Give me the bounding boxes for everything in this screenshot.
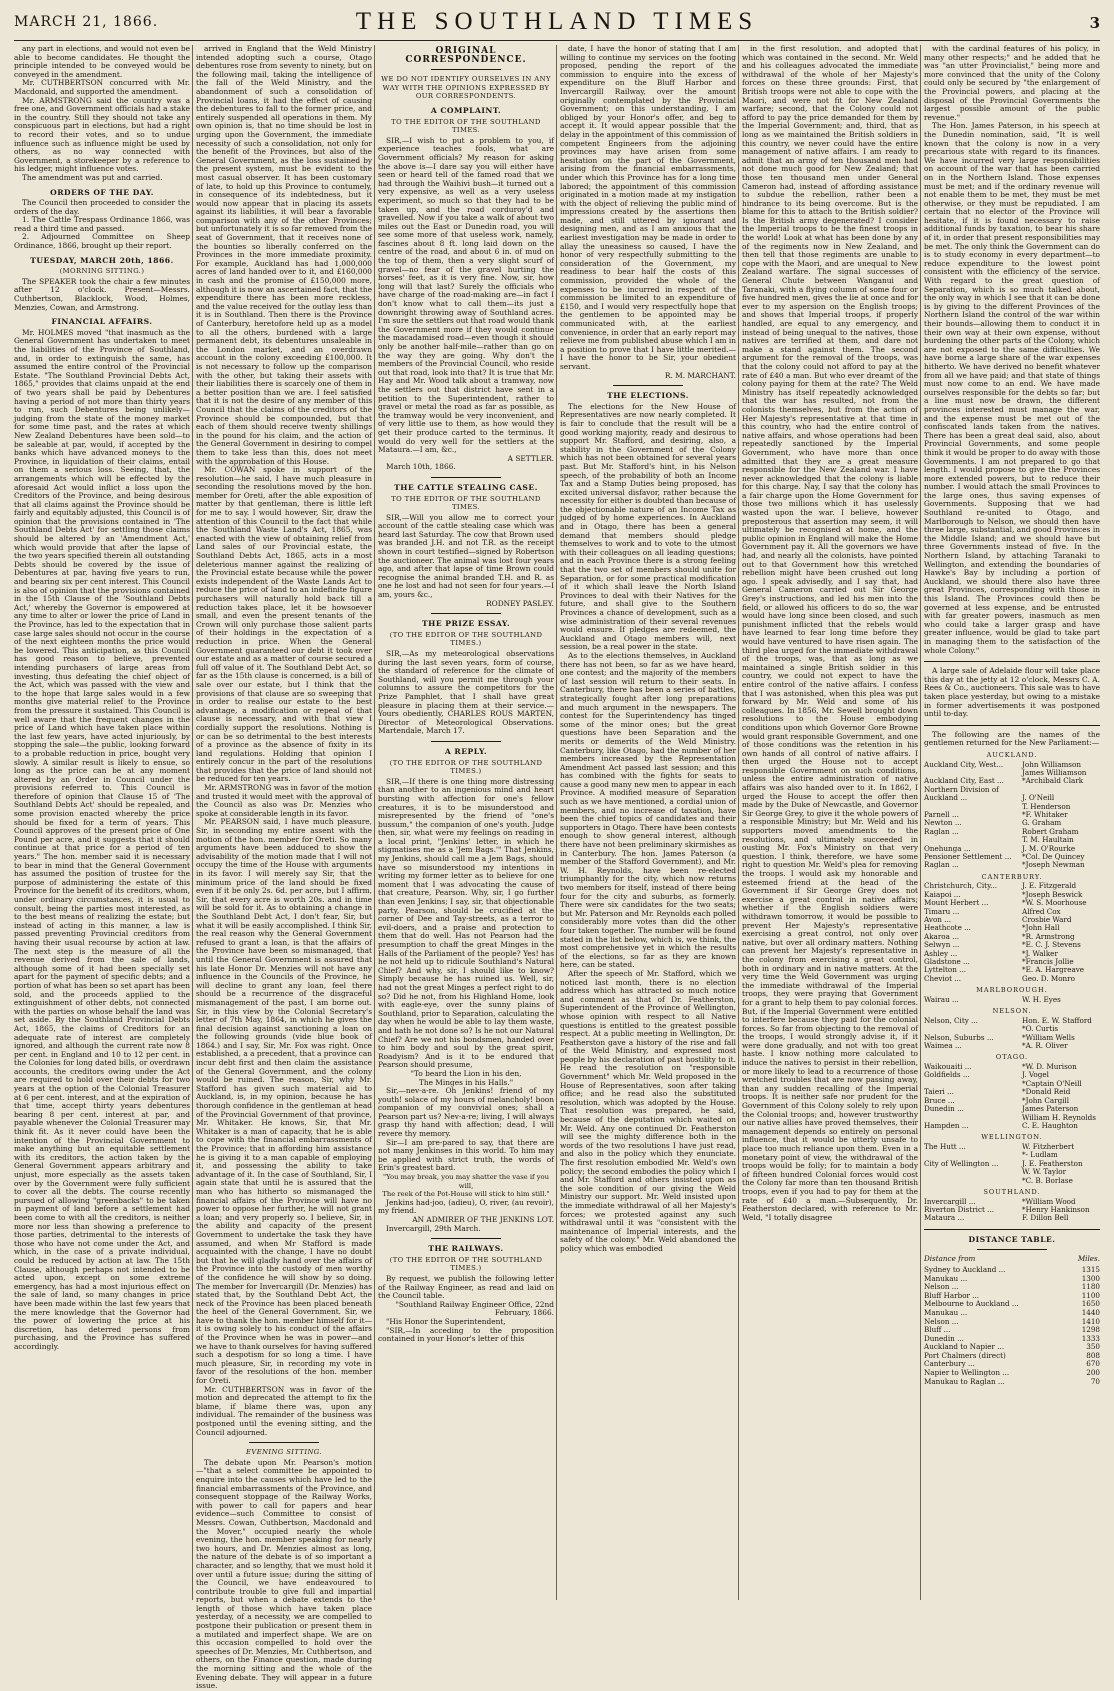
paragraph: The SPEAKER took the chair a few minutes after 12 o'clock. Present—Messrs. Cuthbertson, Blacklock, Wood, Holmes, Menzies, Cowan, and Armstrong.: [14, 276, 190, 312]
masthead-rule: [14, 40, 1100, 41]
distance-miles: 1300: [1081, 1273, 1100, 1283]
paragraph: The amendment was put and carried.: [22, 172, 163, 182]
member-name: Robert Graham: [1022, 826, 1079, 836]
subheading: (MORNING SITTING.): [59, 267, 145, 276]
separator-rule: [924, 725, 1100, 726]
separator-rule: [431, 69, 501, 70]
paragraph: Sir,—nev-a-re. Oh Jenkins! friend of my youth! solace of my hours of melancholy! boon companion of my convivial ones; shall a Pearson part us? Nev-a-re; living, I will always grasp thy hand with affection; dead, I will revere thy memory.: [378, 1086, 554, 1139]
distance-miles: 1440: [1081, 1307, 1100, 1317]
electorate-name: Avon ...: [924, 915, 952, 924]
member-name: *Henry Hankinson: [1022, 1204, 1090, 1214]
electorate-name: Waikouaiti ...: [924, 1062, 972, 1072]
letter-address: (TO THE EDITOR OF THE SOUTHLAND TIMES.): [389, 1255, 543, 1273]
member-name: W. H. Eyes: [1022, 994, 1061, 1004]
member-name: F. Dillon Bell: [1022, 1213, 1069, 1223]
paragraph: The following are the names of the gentlemen returned for the New Parliament:—: [924, 729, 1100, 748]
electorate-name: Heathcote ...: [924, 923, 971, 933]
page-number: 3: [1089, 14, 1100, 32]
electorate-name: [924, 1177, 1022, 1185]
paragraph: Mr. PEARSON said, I have much pleasure, Sir, in seconding my entire assent with the motion of the hon. member for Oreti. So many arguments have been adduced to show the advisability of the motion made that I will not occupy the time of the House with arguments in its favor. I will merely say Sir, that the minimum price of the land should be fixed even if it be only 2s. 6d. per acre, but I affirm, Sir, that every acre is worth 20s. and in time will be sold for it. As to obtaining a change in the Southland Debt Act, I don't fear, Sir, but what it will be easily accomplished. I think Sir, the real reason why the General Government refused to grant a loan, is that the affairs of the Province have been so mismanaged, that until the General Government is assured that his late Honor Dr. Menzies will not have any influence in the Councils of the Province, he will decline to grant any loan, feel there should be a recurrence of the disgraceful mismanagement of the past, I am borne out. Sir, in this view by the Colonial Secretary's letter of 7th May, 1864, in which he gives the final decision against sanctioning a loan on the following grounds (vide blue book of 1864.) and I say, Sir, Mr. Fox was right. Once established, a a precedent, that a province can incur debt first and then claim the assistance of the General Government, and the colony would be ruined. The reason, Sir, why Mr. Stafford has given such material aid to Auckland, is, in my opinion, because he has thorough confidence in the gentleman at head of the Provincial Government of that province, Mr. Whitaker. He knows, Sir, that Mr. Whitaker is a man of capacity, that he is able to cope with the financial embarrassments of the Province; that in affording him assistance he is giving it to a man capable of employing it, and possessing the ability to take advantage of it. In the case of Southland, Sir, I again state that until he is assured that the man who has hitherto so mismanaged the financial affairs of the Province will have no power to oppose her further, he will not grant a loan; and very properly so. I believe, Sir, in the ability and capacity of the present Government to undertake the task they have assumed, and when Mr Stafford is made acquainted with the change, I have no doubt but that he will gladly hand over the affairs of the Province into the custody of men worthy of the confidence he will show by so doing. The member for Invercargill (Dr. Menzies) has stated that, by the Southland Debt Act, the neck of the Province has been placed beneath the heel of the General Government. Sir, we have to thank the hon. member himself for it—it is owing solely to his conduct of the affairs of the Province when he was in power—and we have to thank ourselves for having suffered such a despotism for so long a time. I have much pleasure, Sir, in recording my vote in favor of the resolutions of the hon. member for Oreti.: [196, 817, 372, 1386]
distance-miles: 1100: [1081, 1290, 1100, 1300]
member-name: *Captain O'Neill: [1022, 1078, 1082, 1088]
electorate-name: Invercargill ...: [924, 1196, 976, 1206]
paragraph: Mr. COWAN spoke in support of the resolution—he said, I have much pleasure in seconding the resolutions moved by the hon. member for Oreti, after the able exposition of matter by that gentleman, there is little left for me to say. I would however, Sir, draw the attention of this Council to the fact that while the Southland Waste Land's Act, 1865, was enacted with the view of obtaining relief from Land sales of our Provincial estate, the Southland Debts Act, 1865, acts in a most deleterious manner against the realizing of the Provincial estate because while the power exists independent of the Waste Lands Act to reduce the price of land to an indefinite figure purchasers will naturally hold back till a reduction takes place, let it be howsoever small, and even the present tenants of the Crown will only purchase those salient parts of their holdings in the expectation of a reduction in price. When the General Government guaranteed our debt it took over our estate and as a matter of course secured a full off value of it. The Southland Debt Act, so far as the 15th clause is concerned, is a bill of sale over our estate, but I think that the provisions of that clause are so sweeping that in order to realise our estate to the best advantage, a modification or repeal of that clause is necessary, and with that view I cordially support the resolutions. Nothing is or can be so detrimental to the best interests of a province as the absence of fixity in its land regulations. Holding that opinion I entirely concur in the part of the resolutions that provides that the price of land should not be reduced for ten years.: [196, 465, 372, 784]
signature: RODNEY PASLEY.: [486, 598, 554, 608]
member-name: *C. B. Borlase: [1022, 1175, 1073, 1185]
paragraph: in the first resolution, and adopted that which was contained in the second. Mr. Weld and his colleagues advocated the immediate withdrawal of the whole of her Majesty's forces on these three grounds: First, that British troops were not able to cope with the Maori, and were not fit for New Zealand warfare; second, that the Colony could not afford to pay the price demanded for them by the Imperial Government; and, third, that as long as we maintained the British soldiers in this country, we never could have the entire management of native affairs. I am ready to admit that an army of ten thousand men had not done much good for New Zealand; that those ten thousand men under General Cameron had, instead of affording assistance to subdue the rebellion, rather been a hindrance to its being overcome. But is the blame for this to attach to the British soldier? Is the British army degenerated? I consider the Imperial troops to be the finest troops in the world! Look at what has been done by any of the regiments now in New Zealand, and then tell that those regiments are unable to cope with the Maori, and are unequal to New Zealand warfare. The signal successes of General Chute between Wanganui and Taranaki, with a flying column of some four or five hundred men, gives the lie at once and for ever to my aspersion on the English troops; and shows that Imperial troops, if properly handled, are equal to any emergency, and instead of being unequal to the natives, those natives are terrified at them, and dare not make a stand against them. The second argument for the removal of the troops, was that the colony could not afford to pay at the rate of £40 a man. But who ever dreamt of the colony paying for them at the rate? The Weld Ministry has itself repeatedly acknowledged that the war has resulted, not from the colonists themselves, but from the action of Her Majesty's representative at that time in this country, who had the entire control of native affairs, and whose operations had been repeatedly sanctioned by the Imperial Government, who have more than once admitted that they are a great measure responsible for the New Zealand war. I have never acknowledged that the colony is liable for this charge. Nay, I say that the colony has a fair charge upon the Home Government for those two millions which it has uselessly wasted upon the war. I believe, however preposterous that assertion may seem, it will ultimately be recognised at home, and the public opinion in England will make the Home Government pay it. All the governors we have had, and nearly all the colonists, have pointed out to that Government how this wretched rebellion might have been crushed out long ago. I speak advisedly, and I say that, had General Cameron carried out Sir George Grey's instructions, and led his men into the field, or allowed his officers to do so, the war would have long since been closed, and such punishment inflicted that the rebels would have learned to fear long time before they would have ventured to have risen again. The third plea urged for the immediate withdrawal of the troops, was, that as long as we maintained a single British soldier in this country, we could not expect to have the entire control of the native affairs. I confess that I was astonished, when this plea was put forward by Mr. Weld and some of his colleagues. In 1856, Mr. Sewell brought down resolutions to the House embodying conditions upon which Governor Gore Browne would grant responsible Government, and one of those conditions was the retention in his own hands of all control of native affairs. I then urged the House not to accept responsible Government on such conditions, unless the entire administration of native affairs was also handed over to it. In 1862, I urged the House to accept the offer then made by the Duke of Newcastle, and Governor Sir George Grey, to give it the whole powers of a responsible Ministry; but Mr. Weld and his supporters moved amendments to the resolutions, and ultimately succeeded in ousting Mr. Fox's Ministry on that very question. I think, therefore, we have some right to question Mr. Weld's plea for removing the troops. I would ask my honorable and esteemed friend at the head of the Government if Sir George Grey does not exercise a great control in native affairs; whether if the English soldiers were withdrawn tomorrow, it would be possible to prevent Her Majesty's representative exercising a great control, not only over native, but over all ordinary matters. Nothing can prevent her Majesty's representative in the colony from exercising a great control, both in ordinary and in native matters. At the very time the Weld Government was urging the immediate withdrawal of the Imperial troops, they were praying that Government for a grant to help them to pay colonial forces. But, if the Imperial Government were entitled to interfere because they paid for the colonial forces. So far from objecting to the removal of the troops, I would strongly advise it, if it were done gradually, and not with too great haste. I know nothing more calculated to induce the natives to persist in their rebellion, or more likely to lead to a recurrence of those wretched troubles that are now passing away, than any sudden recalling of the Imperial troops. It is neither safe nor prudent for the Government of this Colony solely to rely upon the Colonial troops; and, however trustworthy our native allies have proved themselves, their management depends so entirely on personal influence, that it would be utterly unsafe to place too much reliance upon them. Even in a monetary point of view, the withdrawal of the troops would be folly; for to maintain a body of fifteen hundred Colonial forces would cost the Colony far more than ten thousand British troops, even if you had to pay for them at the rate of £40 a man.—Subsequently, Dr. Featherston declared, with reference to Mr. Weld, "I totally disagree: [742, 44, 918, 1222]
electorate-name: Selwyn ...: [924, 940, 960, 950]
member-name: W. Fitzherbert: [1022, 1141, 1075, 1151]
member-name: J. E. Fitzgerald: [1022, 881, 1077, 891]
newspaper-title: THE SOUTHLAND TIMES: [355, 8, 759, 35]
notice: A large sale of Adelaide flour will take place this day at the jetty at 12 o'clock, Messrs C. A. Rees & Co., auctioneers. This sale was to have taken place yesterday, but owing to a mistake in former advertisements it was postponed until to-day.: [924, 666, 1100, 719]
paragraph: 1. The Cattle Trespass Ordinance 1866, was read a third time and passed.: [14, 215, 190, 233]
electorate-name: Akaroa ...: [924, 931, 960, 941]
paragraph: SIR,—I wish to put a problem to you, if experience teaches fools, what are Government officials? My reason for asking the above is—I dare say you will either have seen or heard tell of the famed road that we had through the Waihivi bush—it turned out a very expensive, as well as a very useless experiment, so much so that they had to be taken up, and the road corduroy'd and gravelled. Now if you take a walk of about two miles out the East or Dunedin road, you will see some more of that useless work, namely, fascines about 8 ft. long laid down on the centre of the road, and about 6 in. of mud on the top of them, then a very slight scurf of gravel—no fear of the gravel hurting the horses' feet, as it is very fine. Now, sir, how long will that last? Surely the officials who have charge of the road-making are—in fact I don't know what to call them—its just a downright throwing away of Southland acres. I'm sure the settlers out that road would thank the Government more if they would continue the macadamised road—even though it should only be another half-mile—rather than go on the way they are going. Why don't the members of the Provincial Council, who reside out that road, look into that? It is true that Mr. Hay and Mr. Wood talk about a tramway, now the settlers out that district have sent in a petition to the Superintendent, rather to gravel or metal the road as far as possible, as the tramway would be very inconvenient, and of very little use to them, as how would they get their produce carted to the terminus. It would do very well for the settlers at the Mataura.—I am, &c.,: [378, 135, 554, 455]
member-name: *John Hall: [1022, 923, 1060, 933]
member-row: [924, 1143, 1100, 1151]
member-name: J. Vogel: [1022, 1070, 1049, 1080]
distance-row: [924, 1378, 1100, 1387]
electorate-group-heading: NELSON.: [992, 1007, 1032, 1016]
paragraph: Mr. HOLMES moved "that inasmuch as the General Government has undertaken to meet the liabilities of the Province of Southland, and, in order to extinguish the same, has assumed the entire control of the Provincial Estate. "The Southland Provincial Debts Act, 1865," provides that claims unpaid at the end of two years shall be paid by Debentures having a period of not more than thirty years to run, such Debentures being unlikely—judging from the state of the money market for some time past, and the rates at which New Zealand Debentures have been sold—to be saleable at par, would, if accepted by the banks which have advanced moneys to the Province, in liquidation of their claims, entail on them a serious loss. Seeing, that, the arrangements which will be effected by the aforesaid Act would inflict a loss upon the Creditors of the Province, and being desirous that all claims against the Province should be fairly and equitably adjusted, this Council is of opinion that the provisions contained in 'The Southland Debts Act' for settling those claims should be altered by an 'Amendment Act,' which would provide that after the lapse of the two years specified therein all outstanding Debts should be covered by the issue of Debentures at par, having five years to run, and bearing six per cent interest. This Council is also of opinion that the provisions contained in the 15th Clause of the 'Southland Debts Act,' whereby the Governor is empowered at any time to alter or lower the price of Land in the Province, has led to the expectation that in case large sales should not occur in the course of the next eighteen months the price would be lowered. This anticipation, as this Council has good reason to believe, prevented intending purchasers of large areas from investing, thus defeating the chief object of the Act, which was passed with the view and to the hope that large sales would in a few months give material relief to the Province from the pressure it sustained. This Council is well aware that the frequent changes in the price of Land which have taken place within the last few years, have acted injuriously, by stopping the sale—the public, looking forward to a probable reduction in price, bought very slowly. A similar result is likely to ensue, so long as the price can be at any moment altered by an Order in Council under the provisions referred to. This Council is therefore of opinion that Clause 15 of 'The Southland Debts Act' should be repealed, and some provision enacted whereby the price should be fixed for a term of years. This Council approves of the present price of One Pound per acre, and it suggests that it should continue at that price for a period of ten years." The hon. member said it is necessary to bear in mind that the General Government has assumed the position of trustee for the purpose of administering the estate of this Province for the benefit of its creditors, whom, under ordinary circumstances, it is usual to consult, being the parties most interested, as to the best means of realizing the estate; but instead of acting in this manner, a law is passed preventing Provincial creditors from having their usual recourse by action at law. The next step is the measure of all the revenue derived from the sale of lands, although some of it had been specially set apart for the payment of specific debts; and a portion of what has been so set apart has been sold, and the proceeds applied to the extinguishment of other debts, not connected with the parties on whose behalf the land was set aside. By the Southland Provincial Debts Act, 1865, the claims of Creditors for an adequate rate of interest are completely ignored, and although the current rate now 8 per cent. in England and 10 to 12 per cent. in the Colonies for long dated bills, or overdrawn accounts, the creditors owing under the Act are required to hold over their debts for two years at the option of the Colonial Treasurer at 6 per cent. interest, and at the expiration of that time, accept thirty years debentures bearing 8 per cent. interest at par, and payable whenever the Colonial Treasurer may think fit. As it never could have been the intention of the Provincial Government to make anything but an equitable settlement with its creditors, the action taken by the General Government appears arbitrary and unjust, more especially as the assets taken over by the Government were fully sufficient to cover all the debts. The course recently pursued of allowing "greenbacks" to be taken in payment of land before a settlement had been come to with all the creditors, is neither more nor less than showing a preference to those parties, detrimental to the interests of those who have not come under the Act, and which, in the case of a private individual, could be reduced by action at law. The 15th Clause, although perhaps not intended to be acted upon, except on some extreme emergency, has had a most injurious effect on the sale of land, so many changes in price have been made within the last few years that the mere knowledge that the Governor had the power of lowering the price at his discretion, has deterred persons from purchasing, and the Province has suffered accordingly.: [14, 327, 190, 1351]
member-name: James Williamson: [1022, 767, 1087, 777]
column-3: [378, 45, 554, 1600]
separator-rule: [431, 741, 501, 742]
electorate-group-heading: WELLINGTON.: [981, 1133, 1043, 1142]
member-name: *- Ludlam: [1022, 1150, 1058, 1160]
electorate-name: Lyttelton ...: [924, 965, 967, 975]
electorate-name: Auckland City, West...: [924, 759, 1004, 769]
distance-miles: 808: [1086, 1350, 1100, 1360]
letter-heading: THE PRIZE ESSAY.: [422, 619, 510, 629]
column-divider: [192, 45, 193, 1600]
electorate-name: Hampden ...: [924, 1120, 969, 1130]
electorate-name: Parnell ...: [924, 809, 959, 819]
paragraph: After the speech of Mr. Stafford, which we noticed last month, there is no election address which has attracted so much notice and comment as that of Dr. Featherston, Superintendent of the Province of Wellington, whose opinion with respect to all Native questions is entitled to the greatest possible respect. At a public meeting in Wellington, Dr. Featherston gave a history of the rise and fall of the Weld Ministry, and expressed most people by his declaration of past hostility to it. He read the resolution on "responsible Government" which Mr. Weld proposed in the House of Representatives, soon after taking office; and he read also the substituted resolution, which was adopted by the House. That resolution was prepared, he said, because of the deputation which waited on Mr. Weld. Any one continued Dr. Featherston will see the mighty difference both in the words of the two resolutions I have just read, and also in the policy which they enunciate. The first resolution embodied Mr. Weld's own policy; the second embodies the policy which I and Mr. Stafford and others insisted upon as the sole condition of our giving the Weld Ministry our support. Mr. Weld insisted upon the immediate withdrawal of all her Majesty's forces; we protested against any such withdrawal until it was "consistent with the maintenance of Imperial interests, and the safety of the colony." Mr. Weld abandoned the policy which was embodied: [560, 968, 736, 1253]
member-name: T. Henderson: [1022, 801, 1071, 811]
signature: A SETTLER.: [507, 453, 554, 463]
signature: AN ADMIRER OF THE JENKINS LOT.: [412, 1215, 554, 1224]
distance-table-header: [924, 1255, 1100, 1264]
member-name: *E. C. J. Stevens: [1022, 940, 1081, 950]
electorate-name: Goldfields ...: [924, 1070, 970, 1080]
member-name: *W. D. Murison: [1022, 1062, 1077, 1072]
electorate-group-heading: SOUTHLAND.: [983, 1187, 1041, 1196]
electorate-name: Raglan ...: [924, 860, 959, 870]
distance-row: [924, 1318, 1100, 1327]
distance-route: Sydney to Auckland ...: [924, 1264, 1006, 1274]
electorate-name: Mount Herbert ...: [924, 898, 989, 908]
column-2: [196, 44, 372, 1691]
paragraph: The Hon. James Paterson, in his speech at the Dunedin nomination, said, "It is well known that the colony is now in a very precarious state with regard to its finances. We have incurred very large responsibilities on account of the war that has been carried on in the Northern Island. Those expenses must be met; and if the ordinary revenue will not enable them to be met, they must be met otherwise, or they must be repudiated. I am certain that no elector of the Province will hesitate, if it is found necessary to raise additional funds by taxation, to bear his share of it, in order that present responsibilities may be met. The only think the Government can do is to study economy in every department—to reduce expenditure to the lowest point consistent with the efficiency of the service. With regard to the great question of Separation, which is so much talked about, the only way in which I see that it can be done is by giving to the different Provinces of the Northern Island the control of the war within their bounds—allowing them to conduct it in their own way at their own expense, without burdening the other parts of the Colony, which are not exposed to the same difficulties. We have borne a large share of the war expenses hitherto. We have derived no benefit whatever from all we have paid; and that state of things must now come to an end. We have made ourselves responsible for the debts so far; but a line must now be drawn, the different provinces interested must manage the war, and the expense must be met out of the confiscated lands taken from the natives. There has been a great deal said, also, about Provincial Governments, and some people think it would be proper to do away with those Governments. I am not prepared to go that length. I would propose to give the Provinces more extended powers, but to reduce their number. I would attach the small Provinces to the large ones, thus saving expenses of Governments. Supposing that we had Southland re-united to Otago, and Marlborough to Nelson, we should then have three large, substantial, and good Provinces in the Middle Island; and we should have but three Governments instead of five. In the Northern Island, by attaching Taranaki to Wellington, and extending the boundaries of Hawke's Bay by including a portion of Auckland, we should there also have three great Provinces, corresponding with those in this Island. The Provinces could then be governed at less expense, and be entrusted with far greater powers, inasmuch as men who could take a larger grasp and have greater influence, would be glad to take part in managing them to the satisfaction of the whole Colony.": [924, 121, 1100, 655]
column-divider: [920, 45, 921, 1600]
verse-line: "You may break, you may shatter the vase if you will,: [382, 1173, 550, 1190]
electorate-group-heading: MARLBOROUGH.: [976, 986, 1048, 995]
section-heading: ORIGINAL CORRESPONDENCE.: [405, 46, 527, 65]
distance-table: [924, 1266, 1100, 1386]
issue-date: MARCH 21, 1866.: [14, 14, 159, 30]
distance-route: Canterbury ...: [924, 1359, 975, 1369]
column-6: [924, 45, 1100, 1600]
distance-route: Bluff Harbor ...: [924, 1290, 980, 1300]
member-name: *E. A. Hargreave: [1022, 965, 1085, 975]
paragraph: any part in elections, and would not even be able to become candidates. He thought the principle intended to be conveyed would be conveyed in the amendment.: [14, 44, 190, 79]
paragraph: As to the elections themselves, in Auckland there has not been, so far as we have heard, one contest; and the majority of the members of last session will return to their seats. In Canterbury, there has been a series of battles, strategically fought after long preparations and much argument in the newspapers. The contest for the Superintendency has tinged some of the minor ones; but the great questions have been Separation and the merits or demerits of the Weld Ministry. Canterbury, like Otago, had the number of her members increased by the Representation Amendment Act passed last session; and this has combined with the fights for seats to cause a good many new men to appear in each Province. A modified measure of Separation such as we have mentioned, a cordial union of members, and no increase of taxation, have been the chief topics of candidates and their supporters in Otago. There have been contests enough to show general interest, although there have not been preliminary skirmishes as in Canterbury. The hon. James Paterson (a member of the Stafford Government), and Mr. W. H. Reynolds, have been re-elected triumphantly for the city, which now returns two members for itself, instead of there being four for the city and suburbs, as formerly. There were six candidates for the two seats; but Mr. Paterson and Mr. Reynolds each polled considerably more votes than did the other four taken together. The number will be found stated in the list below, which is, we think, the most comprehensive yet in which the results of the elections, so far as they are known here, can be stated.: [560, 650, 736, 970]
distance-route: Nelson ...: [924, 1282, 959, 1292]
masthead: [14, 8, 1100, 38]
member-name: James Paterson: [1022, 1104, 1079, 1114]
paragraph: SIR,—As my meteorological observations during the last seven years, form of course, the standard of reference for the climate of Southland, will you permit me through your columns to assure the competitors for the Prize Pamphlet, that I shall have great pleasure in placing them at their service.—Yours obediently, CHARLES ROUS MARTEN, Director of Meteorological Observations. Martendale, March 17.: [378, 649, 554, 736]
distance-route: Manukau ...: [924, 1273, 968, 1283]
electorate-name: Auckland City, East ...: [924, 776, 1004, 786]
member-name: Alfred Cox: [1022, 906, 1061, 916]
electorate-name: Auckland ...: [924, 793, 968, 803]
distance-miles: 350: [1086, 1342, 1100, 1352]
distance-miles: 70: [1090, 1376, 1100, 1386]
disclaimer: WE DO NOT IDENTIFY OURSELVES IN ANY WAY WITH THE OPINIONS EXPRESSED BY OUR CORRESPONDENTS.: [381, 75, 551, 101]
distance-miles: 670: [1086, 1359, 1100, 1369]
paragraph: SIR,—Will you allow me to correct your account of the cattle stealing case which was heard last Saturday. The cow that Brown used was branded J.H. and not T.R. as the receipt shown in court testified—signed by Robertson the auctioneer. The animal was lost four years ago, and after that lapse of time Brown could recognise the animal branded T.H. and R. as one he lost and had not seen for four years.—I am, yours &c.,: [378, 512, 554, 600]
distance-miles: 1315: [1081, 1264, 1100, 1274]
distance-route: Melbourne to Auckland ...: [924, 1299, 1019, 1309]
electorate-group-heading: OTAGO.: [995, 1053, 1029, 1062]
distance-miles: 1333: [1081, 1333, 1100, 1343]
member-name: T. M. Haultain: [1022, 835, 1074, 845]
member-name: *Francis Jollie: [1022, 957, 1074, 967]
paragraph: with the cardinal features of his policy, in many other respects;" and he added that he was "an utter Provincialist," being more and more convinced that the unity of the Colony could only be secured by "the enlargement of the Provincial powers, and placing at the disposal of the Provincial Governments the largest possible amount of the public revenue.": [924, 44, 1100, 122]
paragraph: The elections for the New House of Representatives are now nearly completed. It is fair to conclude that the result will be a good working majority, ready and desirous to support Mr. Stafford, and desiring, also, a stability in the Government of the Colony which has not been obtained for several years past. But Mr. Stafford's hint, in his Nelson speech, of the probability of both an Income Tax and a Stamp Duties being proposed, has excited universal disfavor, rather because the necessity for either is doubted than because of the objectionable nature of an Income Tax as judged of by home experiences. In Auckland and in Otago, there has been a general demand that members should pledge themselves to work and to vote to the utmost with their colleagues on all leading questions; and in each Province there is a strong feeling that the two set of members should unite for Separation, or for some practical modification of it which shall leave the North Island Provinces to deal with their Natives for the future, and shall give to the Southern Provinces a chance of development, such as a wise administration of their several revenues would ensure. If pledges are redeemed, the Auckland and Otago members will, next session, be a real power in the state.: [560, 401, 736, 652]
distance-miles: 1650: [1081, 1299, 1100, 1309]
dateline: March 10th, 1866.: [386, 462, 456, 472]
member-row: [924, 1168, 1100, 1176]
paragraph: Sir—I am pre-pared to say, that there are not many Jenkinses in this world. To him may be applied with strict truth, the words of Erin's greatest bard.: [378, 1137, 554, 1173]
distance-miles: 200: [1086, 1368, 1100, 1378]
separator-rule: [977, 1249, 1047, 1250]
electorate-name: Northern Division of: [924, 784, 999, 794]
paragraph: "Southland Railway Engineer Office, 22nd February, 1866.: [395, 1299, 554, 1318]
distance-route: Manukau to Raglan ...: [924, 1376, 1005, 1386]
member-name: G. Graham: [1022, 818, 1062, 828]
separator-rule: [431, 613, 501, 614]
members-list: [924, 751, 1100, 1223]
separator-rule: [249, 1442, 319, 1443]
electorate-name: Newton ...: [924, 818, 962, 828]
paragraph: arrived in England that the Weld Ministry intended adopting such a course, Otago debentures rose from seventy to ninety, but on the following mail, taking the intelligence of the fall of the Weld Ministry, and the abandonment of such a consolidation of Provincial loans, it had the effect of causing the debentures to fall to the former price, and entirely suspended all operations in them. My own opinion is, that no time should be lost in urging upon the Government, the immediate necessity of such a consolidation, not only for the benefit of the Provinces, but also of the General Government, as the loss sustained by the present system, must be evident to the most casual observer. It has been customary of late, to hold up this Province to contumely, in consequence of its indebtedness, but it would now appear that in placing its assets against its liabilities, it will bear a favorable comparison with any of the other Provinces; but unfortunately it is so far removed from the seat of Government, that it receives none of the bounties so liberally conferred on the Provinces in the more immediate proximity. For example, Auckland has had 1,000,000 acres of land handed over to it, and £160,000 in cash and the promise of £150,000 more, although it is now an ascertained fact, that the expenditure there has been more reckless, and the value received for the outlay less than it is in Southland. Then there is the Province of Canterbury, heretofore held up as a model to all the others, burdened with a large permanent debt, its debentures unsaleable in the London market, and an overdrawn account in the colony exceeding £100,000. It is not necessary to follow up the comparison with the other, but taking their assets with their liabilities there is scarcely one of them in a better position than we are. I feel satisfied that it is not the desire of any member of this Council that the claims of the creditors of the Province should be compounded, but that each of them should receive twenty shillings in the pound for his claim, and the action of the General Government in desiring to compel them to take less than this, does not meet with the approbation of this House.: [196, 44, 372, 466]
distance-header-miles: Miles.: [1077, 1254, 1100, 1264]
electorate-name: Wairau ...: [924, 994, 959, 1004]
paragraph: 2. Adjourned Committee on Sheep Ordinance, 1866, brought up their report.: [14, 232, 190, 251]
column-4: [560, 45, 736, 1600]
electorate-group-heading: CANTERBURY.: [981, 872, 1043, 881]
member-name: J. O'Neill: [1022, 793, 1055, 803]
paragraph: Mr. ARMSTRONG said the country was a free one, and Government officials had a stake in the country. Still they should not take any conspicuous part in elections, but had a right to record their votes, and so to undue influence such as influence might be used by others, as no way connected with Government, a storekeeper by a reference to his ledger, might influence votes.: [14, 95, 190, 174]
distance-header-from: Distance from: [924, 1254, 976, 1264]
letter-address: (TO THE EDITOR OF THE SOUTHLAND TIMES.): [389, 630, 543, 648]
paragraph: date, I have the honor of stating that I am willing to continue my services on the footing proposed, pending the report of the commission to enquire into the excess of expenditure on the Bluff Harbor and Invercargill Railway, over the amount originally contemplated by the Provincial Government; on this understanding, I am obliged by your Honor's offer, and beg to accept it. It would appear possible that the delay in the appointment of this commission of competent Engineers from the adjoining provinces may have arisen from some hesitation on the part of the Government, arising from the financial embarrassments, under which this Province has for a long time labored; the appointment of this commission originated in a motion made at my instigation with the object of relieving the public mind of impressions created by the assertions then made, and still uttered by ignorant and designing men, and as I am anxious that the earliest investigation may be made in order to allay the uneasiness so caused, I have the honor of very respectfully submitting to the consideration of the Government, my readiness to bear half the costs of this commission, provided the whole of the expenses to be incurred in respect of the commission be limited to an expenditure of £150, and I would very respectfully hope that the gentlemen to be appointed may be communicated with, at the earliest convenience, in order that an early report may relieve me from published abuse which I am in a position to prove that I have little merited.—I have the honor to be Sir, your obedient servant.: [560, 44, 736, 371]
member-name: John Williamson: [1022, 759, 1081, 769]
electorate-name: Riverton District ...: [924, 1204, 995, 1214]
column-1: [14, 45, 190, 1600]
paragraph: SIR,—If there is one thing more distressing than another to an ingenious mind and heart bursting with affection for one's fellow creatures, it is to be misunderstood and misrepresented by the friend of "one's bussum," the companion of one's youth. Judge then, sir, what were my feelings on reading in a local print, "Jenkins' letter, in which he stigmatises me as a 'Jem Bags.'" That Jenkins, my Jenkins, should call me a Jem Bags, should have so misunderstood my intentions in writing my former letter as to believe for one moment that I was advocating the cause of that creature, Pearson. Why, sir, I go further than even Jenkins; I say, sir, that objectionable party, Pearson, should be crucified at the corner of Dee and Tay-streets, as a terror to evil-doers, and a praise and protection to them that do well. Has not Pearson had the presumption to chaff the great Minges in the Halls of the Parliament of the people? Yes! has he not held up to ridicule Southland's Natural Chief? And why, sir, I should like to know? Simply because he has ruined us. Well, sir, had not the great Minges a perfect right to do so? Did he not, from his Highland Home, look with eagle-eye, over the sunny plains of Southland, prior to Separation, calculating the day when he would be able to lay them waste, and hath he not done so? Is he not our Natural Chief? Are we not his bondsmen, handed over to him body and soul by the great spirit, Roadyism? And is it to be endured that Pearson should presume,: [378, 776, 554, 1070]
separator-rule: [924, 1229, 1100, 1230]
member-row: [924, 1042, 1100, 1050]
member-name: *O. Curtis: [1022, 1024, 1059, 1034]
member-name: *John Cargill: [1022, 1095, 1070, 1105]
electorate-name: Pensioner Settlement ...: [924, 851, 1012, 861]
verse-line: "To beard the Lion in his den,: [410, 1068, 522, 1078]
member-name: *R. Armstrong: [1022, 931, 1075, 941]
distance-route: Nelson ...: [924, 1316, 959, 1326]
electorate-name: Dunedin ...: [924, 1104, 964, 1114]
letter-address: (TO THE EDITOR OF THE SOUTHLAND TIMES.): [389, 758, 543, 776]
member-name: *Archibald Clark: [1022, 776, 1084, 786]
electorate-name: Mataura ...: [924, 1213, 965, 1223]
member-row: [924, 1214, 1100, 1222]
electorate-name: Nelson, Suburbs ...: [924, 1032, 994, 1042]
paragraph: "SIR,—In acceding to the proposition contained in your Honor's letter of this: [378, 1325, 554, 1344]
member-name: William H. Reynolds: [1022, 1112, 1096, 1122]
electorate-name: Timaru ...: [924, 906, 960, 916]
electorate-name: Waimea ...: [924, 1041, 962, 1051]
subheading: EVENING SITTING.: [246, 1448, 322, 1457]
distance-route: Dunedin ...: [924, 1333, 964, 1343]
electorate-name: Kaiapoi ...: [924, 889, 961, 899]
separator-rule: [431, 477, 501, 478]
member-row: [924, 1017, 1100, 1025]
section-heading: TUESDAY, MARCH 20th, 1866.: [30, 255, 174, 265]
electorate-name: Taieri ...: [924, 1087, 954, 1097]
distance-route: Manukau ...: [924, 1307, 968, 1317]
verse-line: The Minges in his Halls.": [418, 1077, 514, 1087]
electorate-name: Christchurch, City...: [924, 881, 998, 891]
distance-route: Port Chalmers (direct): [924, 1350, 1006, 1360]
member-name: Geo. D. Monro: [1022, 973, 1075, 983]
paragraph: By request, we publish the following letter of the Railway Engineer, as read and laid on the Council table.: [378, 1273, 554, 1301]
electorate-name: Cheviot ...: [924, 973, 962, 983]
dateline: Invercargill, 29th March.: [386, 1223, 481, 1233]
electorate-name: Raglan ...: [924, 826, 959, 836]
member-name: *William Wells: [1022, 1032, 1075, 1042]
distance-miles: 1180: [1081, 1282, 1100, 1292]
distance-miles: 1410: [1081, 1316, 1100, 1326]
member-row: [924, 1122, 1100, 1130]
electorate-name: The Hutt ...: [924, 1141, 966, 1151]
verse-line: The reek of the Pot-House will stick to him still.": [382, 1190, 550, 1199]
member-name: *Joseph Beswick: [1022, 889, 1083, 899]
distance-route: Bluff ...: [924, 1325, 951, 1335]
column-5: [742, 45, 918, 1600]
member-name: *F. Whitaker: [1022, 809, 1068, 819]
electorate-name: Nelson, City ...: [924, 1015, 978, 1025]
separator-rule: [924, 661, 1100, 662]
letter-address: TO THE EDITOR OF THE SOUTHLAND TIMES.: [391, 494, 541, 512]
paragraph: The Council then proceeded to consider the orders of the day.: [14, 198, 190, 216]
member-name: Hon. E. W. Stafford: [1022, 1015, 1092, 1025]
letter-heading: A REPLY.: [444, 746, 488, 756]
distance-table-title: DISTANCE TABLE.: [968, 1234, 1056, 1244]
member-name: Crosbie Ward: [1022, 915, 1072, 924]
column-divider: [738, 45, 739, 1600]
electorate-name: Bruce ...: [924, 1095, 955, 1105]
paragraph: "His Honor the Superintendent,: [386, 1316, 506, 1326]
paragraph: Mr. CUTHBERTSON was in favor of the motion and deprecated the attempt to fix the blame, if blame there was, upon any individual. The remainder of the business was postponed until the evening sitting, and the Council adjourned.: [196, 1384, 372, 1437]
member-row: [924, 1160, 1100, 1168]
electorate-group-heading: AUCKLAND.: [986, 750, 1038, 759]
paragraph: The debate upon Mr. Pearson's motion—"that a select committee be appointed to enquire into the causes which have led to the financial embarrassments of the Province, and consequent stoppage of the Railway Works, with power to call for papers and hear evidence—such Committee to consist of Messrs. Cowan, Cuthbertson, Macdonald and the Mover," occupied nearly the whole evening, the hon. member speaking for nearly two hours, and Dr. Menzies almost as long, the nature of the debate is of so important a character, and so lengthy, that we must hold it over until a future issue; during the sitting of the Council, we have endeavoured to contribute trouble to give full and impartial reports, but when a debate extends to the length of those which have taken place yesterday, of a necessity, we are compelled to postpone their publication or present them in a mutilated and imperfect shape. We are on this occasion compelled to hold over the speeches of Dr. Menzies, Mr. Cuthbertson, and others, on the Finance question, made during the morning sitting and the whole of the Evening debate. They will appear in a future issue.: [196, 1457, 372, 1691]
letter-heading: THE CATTLE STEALING CASE.: [394, 482, 538, 492]
member-row: [924, 996, 1100, 1004]
electorate-name: Onehunga ...: [924, 843, 971, 853]
paragraph: Jenkins had-joo, (adieu), O, river, (au revoir), my friend.: [378, 1197, 554, 1216]
column-divider: [556, 45, 557, 1600]
section-heading: FINANCIAL AFFAIRS.: [51, 317, 153, 327]
member-name: *J. Walker: [1022, 948, 1058, 958]
member-row: [924, 975, 1100, 983]
section-heading: ORDERS OF THE DAY.: [50, 187, 154, 197]
electorate-name: Gladstone ...: [924, 957, 970, 967]
separator-rule: [613, 385, 683, 386]
member-name: *Joseph Newman: [1022, 860, 1085, 870]
member-row: [924, 861, 1100, 869]
member-name: *W. S. Moorhouse: [1022, 898, 1087, 908]
member-name: C. E. Haughton: [1022, 1120, 1078, 1130]
section-heading: THE ELECTIONS.: [607, 391, 689, 401]
electorate-name: [924, 1168, 1022, 1176]
member-name: J. M. O'Rourke: [1022, 843, 1076, 853]
letter-heading: THE RAILWAYS.: [428, 1244, 504, 1254]
letter-address: TO THE EDITOR OF THE SOUTHLAND TIMES.: [391, 117, 541, 135]
separator-rule: [431, 1238, 501, 1239]
member-row: [924, 794, 1100, 802]
electorate-name: City of Wellington ...: [924, 1158, 999, 1168]
letter-heading: A COMPLAINT.: [430, 105, 502, 115]
distance-miles: 1298: [1081, 1325, 1100, 1335]
member-name: *A. R. Oliver: [1022, 1041, 1068, 1051]
member-name: *Col. De Quincey: [1022, 851, 1085, 861]
member-name: W. W. Taylor: [1022, 1167, 1067, 1177]
paragraph: Mr. CUTHBERTSON concurred with Mr. Macdonald, and supported the amendment.: [14, 78, 190, 96]
column-divider: [374, 45, 375, 1600]
member-name: *Donald Reid: [1022, 1087, 1071, 1097]
electorate-name: Ashley ...: [924, 948, 958, 958]
distance-route: Napier to Wellington ...: [924, 1368, 1010, 1378]
member-name: J. E. Featherston: [1022, 1158, 1083, 1168]
distance-route: Auckland to Napier ...: [924, 1342, 1005, 1352]
paragraph: Mr. ARMSTRONG was in favor of the motion and trusted it would meet with the approval of the Council as also was Dr. Menzies who spoke at considerable length in its favor.: [196, 783, 372, 818]
member-row: [924, 1177, 1100, 1185]
member-name: *William Wood: [1022, 1196, 1076, 1206]
signature: R. M. MARCHANT.: [664, 370, 736, 380]
